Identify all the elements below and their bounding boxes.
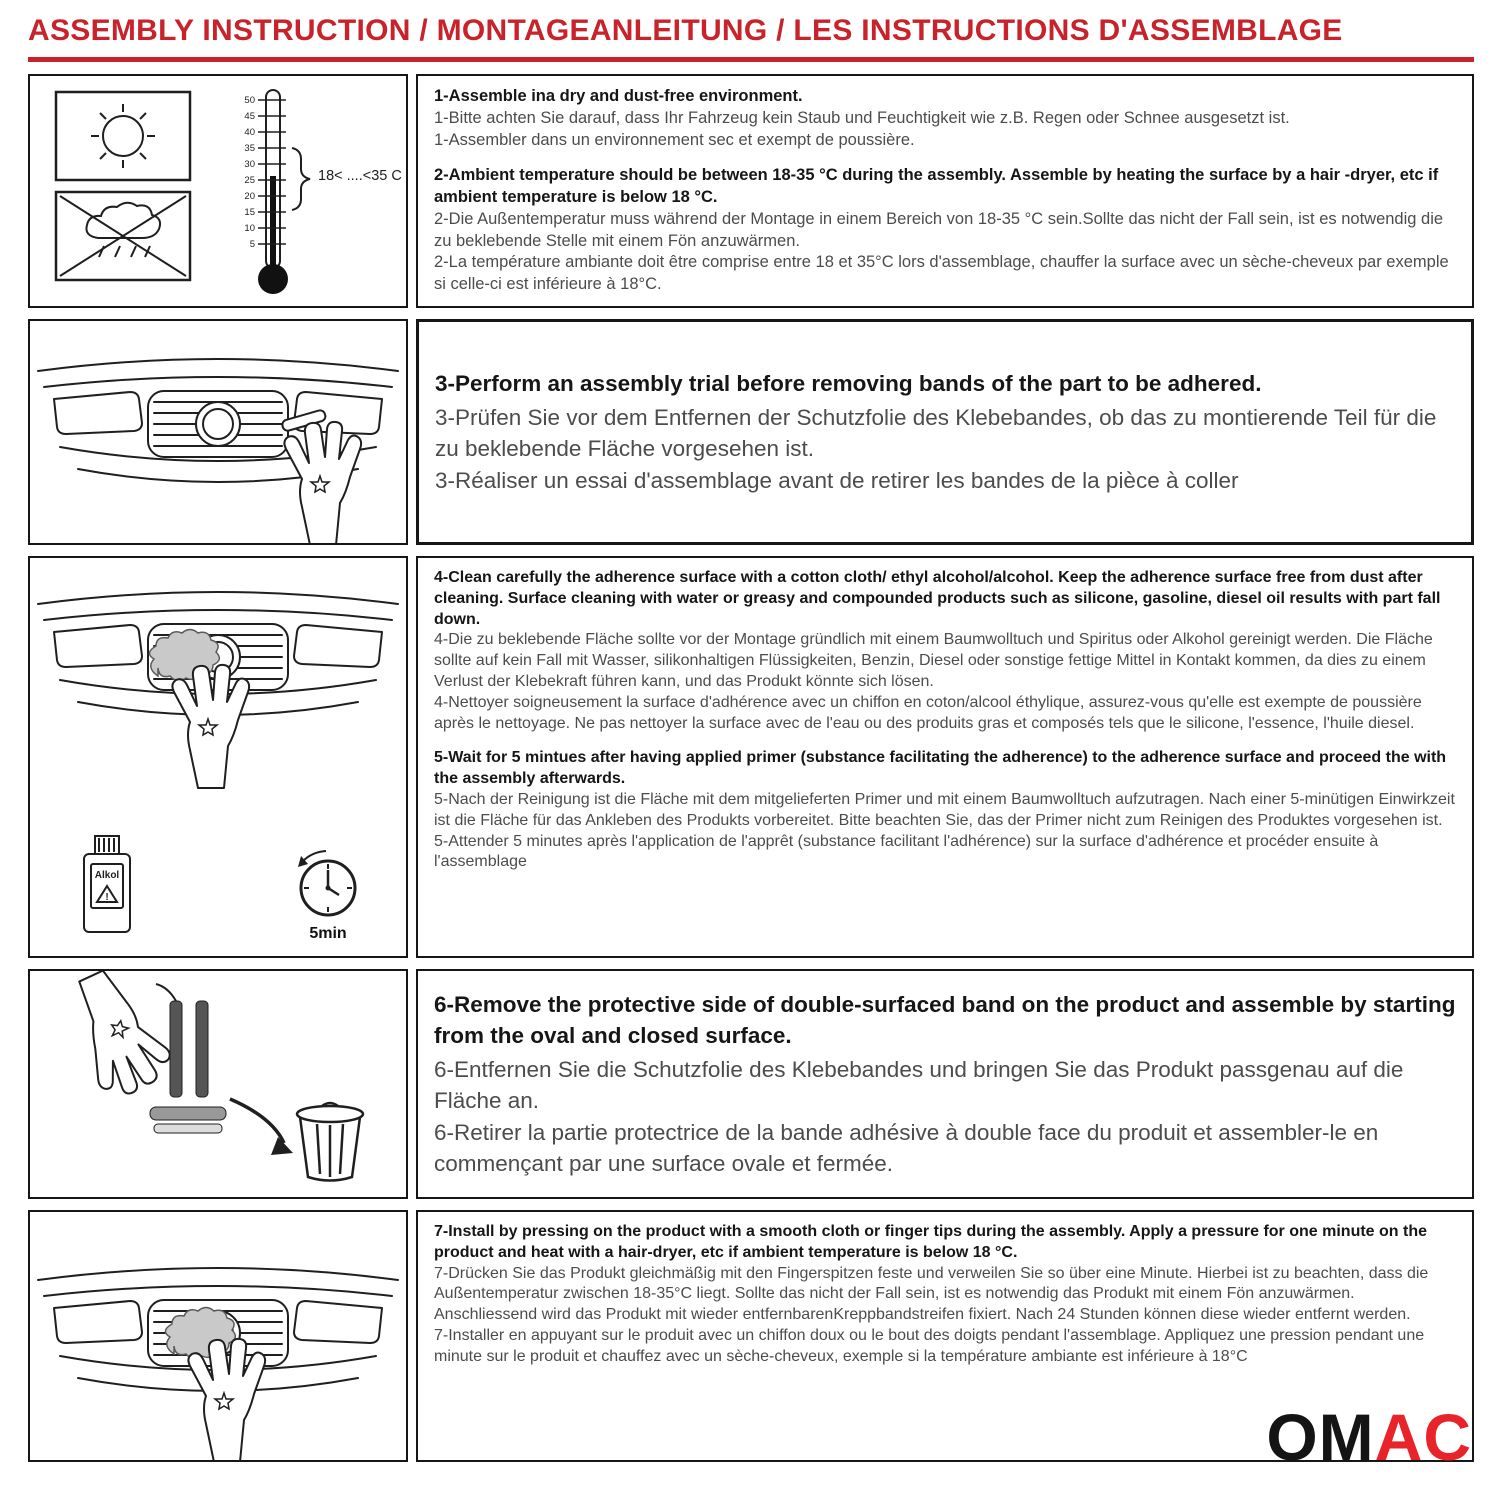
figure-trial-fit — [28, 319, 408, 545]
step2-de: 2-Die Außentemperatur muss während der Montage in einem Bereich von 18-35 °C sein.Sollte das nicht der Fall sein, ist es notwendig die zu beklebende Stelle mit einem Fön anzuwärmen. — [434, 209, 1444, 250]
step1-fr: 1-Assembler dans un environnement sec et exempt de poussière. — [434, 130, 915, 149]
protective-strip — [196, 1001, 208, 1097]
bottle-label: Alkol — [94, 870, 120, 881]
alcohol-bottle-icon — [84, 836, 130, 932]
instruction-rows — [28, 74, 1474, 1462]
climate-illustration — [30, 76, 406, 306]
scale-5: 5 — [249, 239, 255, 250]
scale-40: 40 — [244, 127, 255, 138]
no-rain-icon — [60, 196, 186, 276]
clock-label: 5min — [309, 925, 347, 942]
peeled-film — [156, 984, 176, 1001]
step5-en: 5-Wait for 5 mintues after having applied primer (substance facilitating the adherence) to the adherence surface and proceed the with the assembly afterwards. — [434, 749, 1447, 788]
temperature-range-label: 18< ....<35 C — [318, 168, 402, 184]
instructions-step-3 — [416, 319, 1474, 545]
step4-en: 4-Clean carefully the adherence surface with a cotton cloth/ ethyl alcohol/alcohol. Keep the adherence surface free from dust after cleaning. Surface cleaning with water or greasy and compounded products such as silicone, gasoline, diesel oil results with part fall down. — [434, 569, 1441, 628]
step6-fr: 6-Retirer la partie protectrice de la bande adhésive à double face du produit et assembler-le en commençant par une surface ovale et fermée. — [434, 1119, 1379, 1176]
figure-press-install — [28, 1210, 408, 1462]
hand-icon — [57, 971, 179, 1104]
omac-logo — [1266, 1400, 1472, 1474]
scale-50: 50 — [244, 95, 255, 106]
scale-15: 15 — [244, 207, 255, 218]
step1-en: 1-Assemble ina dry and dust-free environment. — [434, 87, 803, 105]
arrow — [230, 1099, 284, 1143]
figure-climate — [28, 74, 408, 308]
row-environment-temperature — [28, 74, 1474, 308]
instructions-step-4-5 — [416, 556, 1474, 958]
figure-peel-band — [28, 969, 408, 1199]
scale-45: 45 — [244, 111, 255, 122]
trash-can-icon — [297, 1103, 363, 1181]
step7-de: 7-Drücken Sie das Produkt gleichmäßig mit den Fingerspitzen feste und verweilen Sie so über eine Minute. Hierbei ist zu beachten, dass die Außentemperatur zwischen 18-35°C liegt. Sollte das nicht der Fall sein, ist es notwendig das Produkt mit einem Fön anzuwärmen. Anschliessend wird das Produkt mit wieder entfernbarenKreppbandstreifen fixiert. Nach 24 Stunden können diese wieder entfernt werden. — [434, 1264, 1429, 1324]
scale-25: 25 — [244, 175, 255, 186]
hand-icon — [172, 665, 249, 788]
row-cleaning-primer — [28, 556, 1474, 958]
step2-en: 2-Ambient temperature should be between 18-35 °C during the assembly. Assemble by heating the surface by a hair -dryer, etc if ambient temperature is below 18 °C. — [434, 166, 1439, 207]
scale-20: 20 — [244, 191, 255, 202]
instructions-step-1-2 — [416, 74, 1474, 308]
protective-strip — [170, 1001, 182, 1097]
step6-de: 6-Entfernen Sie die Schutzfolie des Klebebandes und bringen Sie das Produkt passgenau auf die Fläche an. — [434, 1056, 1404, 1113]
hand-icon — [188, 1339, 265, 1460]
logo-text-red: AC — [1374, 1400, 1472, 1474]
trim-part — [150, 1107, 226, 1120]
step4-fr: 4-Nettoyer soigneusement la surface d'adhérence avec un chiffon en coton/alcool éthylique, assurez-vous qu'elle est exempte de poussière après le nettoyage. Ne pas nettoyer la surface avec de l'eau ou des produits gras et composés tels que le silicone, l'essence, l'huile diesel. — [434, 693, 1422, 732]
step6-en: 6-Remove the protective side of double-surfaced band on the product and assemble by starting from the oval and closed surface. — [434, 991, 1456, 1048]
trial-fit-illustration — [30, 321, 406, 543]
row-install-press — [28, 1210, 1474, 1462]
step5-de: 5-Nach der Reinigung ist die Fläche mit dem mitgelieferten Primer und mit einem Baumwolltuch aufzutragen. Nach einer 5-minütigen Einwirkzeit ist die Fläche für das Ankleben des Produkts vorbereitet. Bitte beachten Sie, das der Primer nicht zum Reinigen des Produktes vorgesehen ist. — [434, 790, 1455, 829]
cleaning-illustration — [30, 558, 406, 956]
instructions-step-6 — [416, 969, 1474, 1199]
hand-icon — [284, 422, 361, 543]
scale-35: 35 — [244, 143, 255, 154]
scale-30: 30 — [244, 159, 255, 170]
step5-fr: 5-Attender 5 minutes après l'application de l'apprêt (substance facilitant l'adhérence) sur la surface d'adhérence et procéder ensuite à l'assemblage — [434, 832, 1379, 871]
warning-mark: ! — [105, 892, 109, 903]
step4-de: 4-Die zu beklebende Fläche sollte vor der Montage gründlich mit einem Baumwolltuch und Spiritus oder Alkohol gereinigt werden. Die Fläche sollte auf kein Fall mit Wasser, silikonhaltigen Flüssigkeiten, Benzin, Diesel oder sonstige fettige Mittel in Kontakt kommen, da dies zu einem Verlust der Klebekraft führen kann, und das Produkt könnte sich lösen. — [434, 631, 1433, 690]
step3-fr: 3-Réaliser un essai d'assemblage avant de retirer les bandes de la pièce à coller — [435, 467, 1239, 493]
row-remove-band — [28, 969, 1474, 1199]
peel-band-illustration — [30, 971, 406, 1197]
range-bracket — [292, 148, 310, 210]
sun-icon — [91, 104, 155, 168]
trim-part-band — [154, 1124, 222, 1133]
timer-icon — [298, 851, 355, 942]
step7-fr: 7-Installer en appuyant sur le produit avec un chiffon doux ou le bout des doigts pendant l'assemblage. Appliquez une pression pendant une minute sur le produit et chauffez avec un sèche-cheveux, exemple si la température ambiante est inférieure à 18°C — [434, 1326, 1425, 1365]
thermometer-icon — [244, 90, 288, 294]
page-title: ASSEMBLY INSTRUCTION / MONTAGEANLEITUNG / LES INSTRUCTIONS D'ASSEMBLAGE — [28, 14, 1343, 47]
press-install-illustration — [30, 1212, 406, 1460]
logo-text-black: OM — [1266, 1400, 1375, 1474]
step3-de: 3-Prüfen Sie vor dem Entfernen der Schutzfolie des Klebebandes, ob das zu montierende Teil für die zu beklebende Fläche vorgesehen ist. — [435, 404, 1437, 461]
step1-de: 1-Bitte achten Sie darauf, dass Ihr Fahrzeug kein Staub und Feuchtigkeit wie z.B. Regen oder Schnee ausgesetzt ist. — [434, 108, 1290, 127]
title-underline — [28, 57, 1474, 62]
step7-en: 7-Install by pressing on the product with a smooth cloth or finger tips during the assembly. Apply a pressure for one minute on the product and heat with a hair-dryer, etc if ambient temperature is below 18 °C. — [434, 1223, 1427, 1261]
figure-cleaning — [28, 556, 408, 958]
step3-en: 3-Perform an assembly trial before removing bands of the part to be adhered. — [435, 371, 1262, 396]
scale-10: 10 — [244, 223, 255, 234]
step2-fr: 2-La température ambiante doit être comprise entre 18 et 35°C lors d'assemblage, chauffer la surface avec un sèche-cheveux par exemple si celle-ci est inférieure à 18°C. — [434, 253, 1449, 294]
row-assembly-trial — [28, 319, 1474, 545]
